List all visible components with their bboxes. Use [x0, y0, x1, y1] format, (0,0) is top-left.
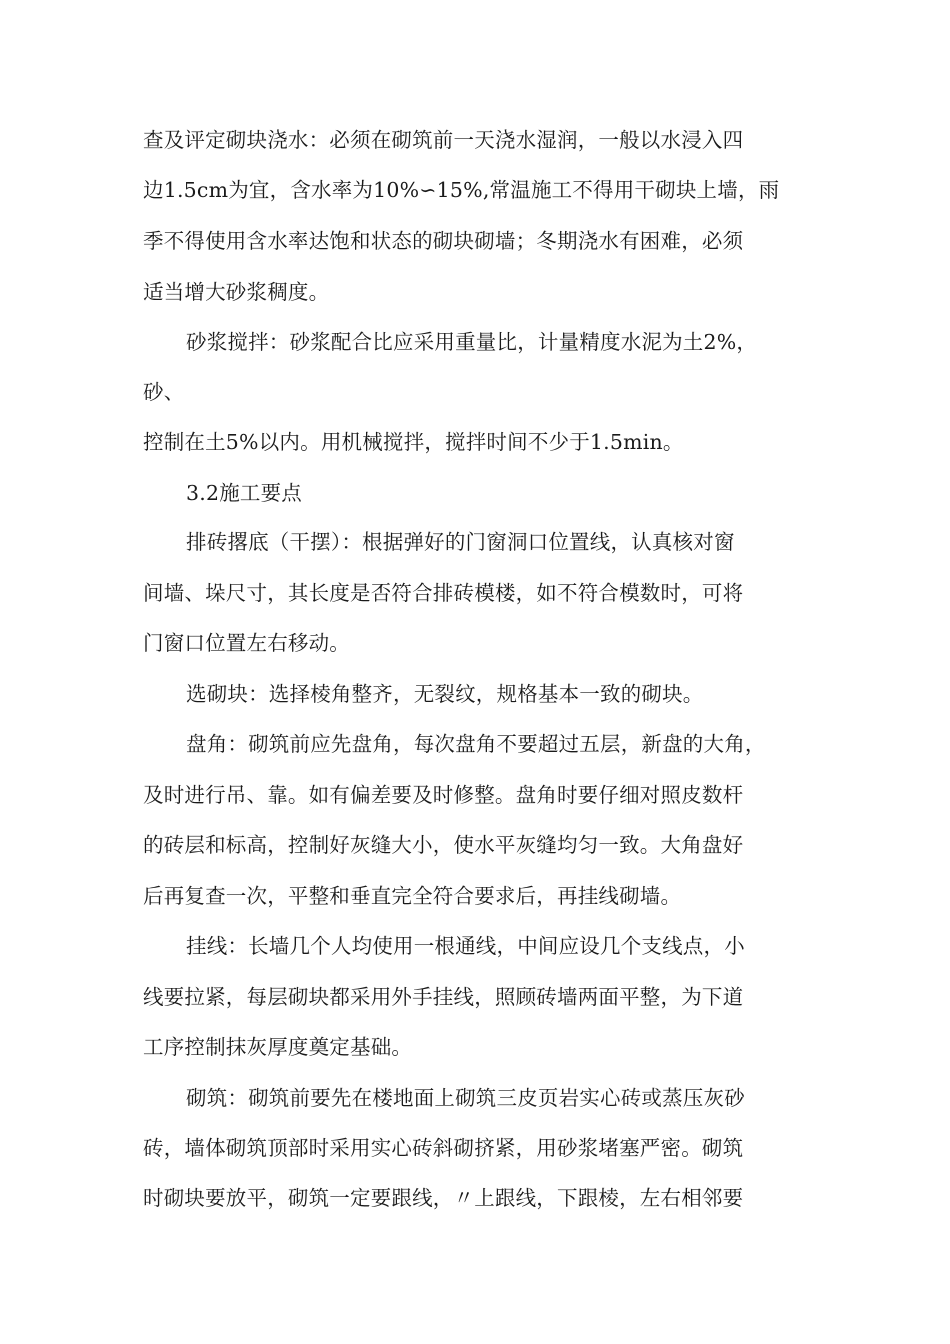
text-line: 及时进行吊、靠。如有偏差要及时修整。盘角时要仔细对照皮数杆: [143, 783, 744, 807]
text-line: 砖，墙体砌筑顶部时采用实心砖斜砌挤紧，用砂浆堵塞严密。砌筑: [143, 1136, 744, 1160]
text-line: 挂线：长墙几个人均使用一根通线，中间应设几个支线点，小: [186, 934, 745, 958]
text-line: 门窗口位置左右移动。: [143, 631, 350, 655]
text-line: 间墙、垛尺寸，其长度是否符合排砖模楼，如不符合模数时，可将: [143, 581, 744, 605]
text-line: 线要拉紧，每层砌块都采用外手挂线，照顾砖墙两面平整，为下道: [143, 985, 744, 1009]
text-line: 后再复查一次，平整和垂直完全符合要求后，再挂线砌墙。: [143, 884, 682, 908]
text-line: 时砌块要放平，砌筑一定要跟线，〃上跟线，下跟棱，左右相邻要: [143, 1186, 744, 1210]
section-heading: 3.2施工要点: [186, 481, 303, 505]
text-line: 控制在土5%以内。用机械搅拌，搅拌时间不少于1.5min。: [143, 430, 684, 454]
text-line: 适当增大砂浆稠度。: [143, 280, 330, 304]
text-line: 的砖层和标高，控制好灰缝大小，使水平灰缝均匀一致。大角盘好: [143, 833, 744, 857]
text-line: 选砌块：选择棱角整齐，无裂纹，规格基本一致的砌块。: [186, 682, 704, 706]
text-line: 砂、: [143, 380, 185, 404]
text-line: 工序控制抹灰厚度奠定基础。: [143, 1035, 413, 1059]
text-line: 边1.5cm为宜，含水率为10%∽15%,常温施工不得用干砌块上墙，雨: [143, 178, 780, 202]
text-line: 排砖撂底（干摆）：根据弹好的门窗洞口位置线，认真核对窗: [186, 530, 735, 554]
text-line: 查及评定砌块浇水：必须在砌筑前一天浇水湿润，一般以水浸入四: [143, 128, 744, 152]
text-line: 砌筑：砌筑前要先在楼地面上砌筑三皮页岩实心砖或蒸压灰砂: [186, 1086, 745, 1110]
text-line: 盘角：砌筑前应先盘角，每次盘角不要超过五层，新盘的大角，: [186, 732, 766, 756]
text-line: 砂浆搅拌：砂浆配合比应采用重量比，计量精度水泥为土2%，: [186, 330, 758, 354]
text-line: 季不得使用含水率达饱和状态的砌块砌墙；冬期浇水有困难，必须: [143, 229, 744, 253]
